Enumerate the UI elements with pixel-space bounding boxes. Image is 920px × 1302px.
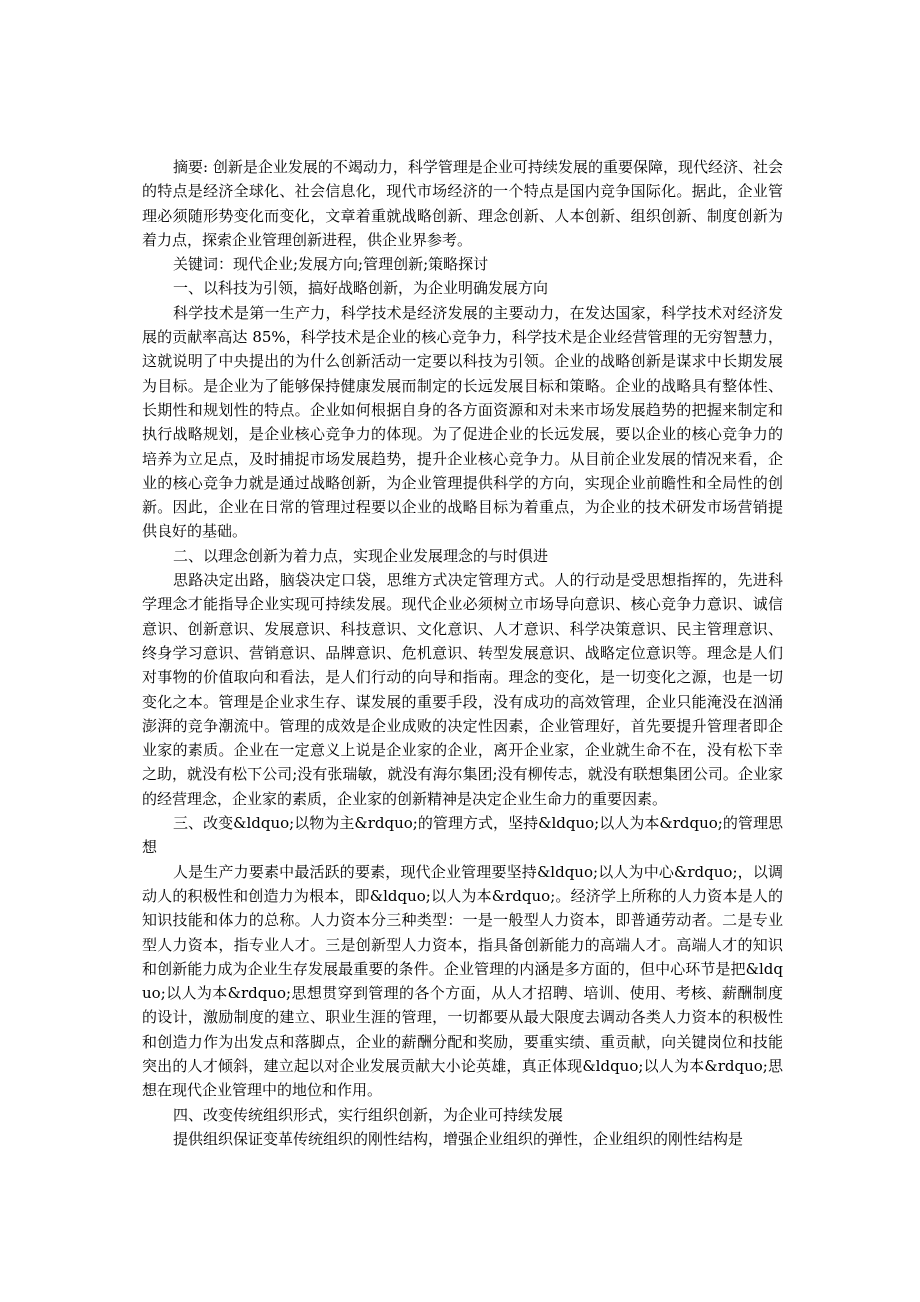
body-paragraph: 人是生产力要素中最活跃的要素，现代企业管理要坚持&ldquo;以人为中心&rdquo;，以调动人的积极性和创造力为根本，即&ldquo;以人为本&rdquo;。经济学上所称的人力资本是人的知识技能和体力的总称。人力资本分三种类型：一是一般型人力资本，即普通劳动者。二是专业型人力资本，指专业人才。三是创新型人力资本，指具备创新能力的高端人才。高端人才的知识和创新能力成为企业生存发展最重要的条件。企业管理的内涵是多方面的，但中心环节是把&ldquo;以人为本&rdquo;思想贯穿到管理的各个方面，从人才招聘、培训、使用、考核、薪酬制度的设计，激励制度的建立、职业生涯的管理，一切都要从最大限度去调动各类人力资本的积极性和创造力作为出发点和落脚点，企业的薪酬分配和奖励，要重实绩、重贡献，向关键岗位和技能突出的人才倾斜，建立起以对企业发展贡献大小论英雄，真正体现&ldquo;以人为本&rdquo;思想在现代企业管理中的地位和作用。 [142,862,783,1100]
abstract-paragraph: 摘要: 创新是企业发展的不竭动力，科学管理是企业可持续发展的重要保障，现代经济、社会的特点是经济全球化、社会信息化，现代市场经济的一个特点是国内竞争国际化。据此，企业管理必须随形势变化而变化，文章着重就战略创新、理念创新、人本创新、组织创新、制度创新为着力点，探索企业管理创新进程，供企业界参考。 [142,158,783,249]
keywords-paragraph: 关键词：现代企业;发展方向;管理创新;策略探讨 [173,255,489,274]
body-paragraph: 思路决定出路，脑袋决定口袋，思维方式决定管理方式。人的行动是受思想指挥的，先进科学理念才能指导企业实现可持续发展。现代企业必须树立市场导向意识、核心竞争力意识、诚信意识、创新意识、发展意识、科技意识、文化意识、人才意识、科学决策意识、民主管理意识、终身学习意识、营销意识、品牌意识、危机意识、转型发展意识、战略定位意识等。理念是人们对事物的价值取向和看法，是人们行动的向导和指南。理念的变化，是一切变化之源，也是一切变化之本。管理是企业求生存、谋发展的重要手段，没有成功的高效管理，企业只能淹没在汹涌澎湃的竞争潮流中。管理的成效是企业成败的决定性因素，企业管理好，首先要提升管理者即企业家的素质。企业在一定意义上说是企业家的企业，离开企业家，企业就生命不在，没有松下幸之助，就没有松下公司;没有张瑞敏，就没有海尔集团;没有柳传志，就没有联想集团公司。企业家的经营理念，企业家的素质，企业家的创新精神是决定企业生命力的重要因素。 [142,571,783,808]
body-paragraph: 提供组织保证变革传统组织的刚性结构，增强企业组织的弹性，企业组织的刚性结构是 [173,1129,744,1148]
body-paragraph: 科学技术是第一生产力，科学技术是经济发展的主要动力，在发达国家，科学技术对经济发展的贡献率高达 85%，科学技术是企业的核心竞争力，科学技术是企业经营管理的无穷智慧力，这就说明了中央提出的为什么创新活动一定要以科技为引领。企业的战略创新是谋求中长期发展为目标。是企业为了能够保持健康发展而制定的长远发展目标和策略。企业的战略具有整体性、长期性和规划性的特点。企业如何根据自身的各方面资源和对未来市场发展趋势的把握来制定和执行战略规划，是企业核心竞争力的体现。为了促进企业的长远发展，要以企业的核心竞争力的培养为立足点，及时捕捉市场发展趋势，提升企业核心竞争力。从目前企业发展的情况来看，企业的核心竞争力就是通过战略创新，为企业管理提供科学的方向，实现企业前瞻性和全局性的创新。因此，企业在日常的管理过程要以企业的战略目标为着重点，为企业的技术研发市场营销提供良好的基础。 [142,303,783,541]
section-heading-4: 四、改变传统组织形式，实行组织创新，为企业可持续发展 [173,1105,564,1124]
section-heading-3: 三、改变&ldquo;以物为主&rdquo;的管理方式，坚持&ldquo;以人为本&rdquo;的管理思想 [142,814,783,857]
section-heading-2: 二、以理念创新为着力点，实现企业发展理念的与时俱进 [173,546,549,565]
document-body [142,155,783,1151]
section-heading-1: 一、以科技为引领，搞好战略创新，为企业明确发展方向 [173,279,549,298]
